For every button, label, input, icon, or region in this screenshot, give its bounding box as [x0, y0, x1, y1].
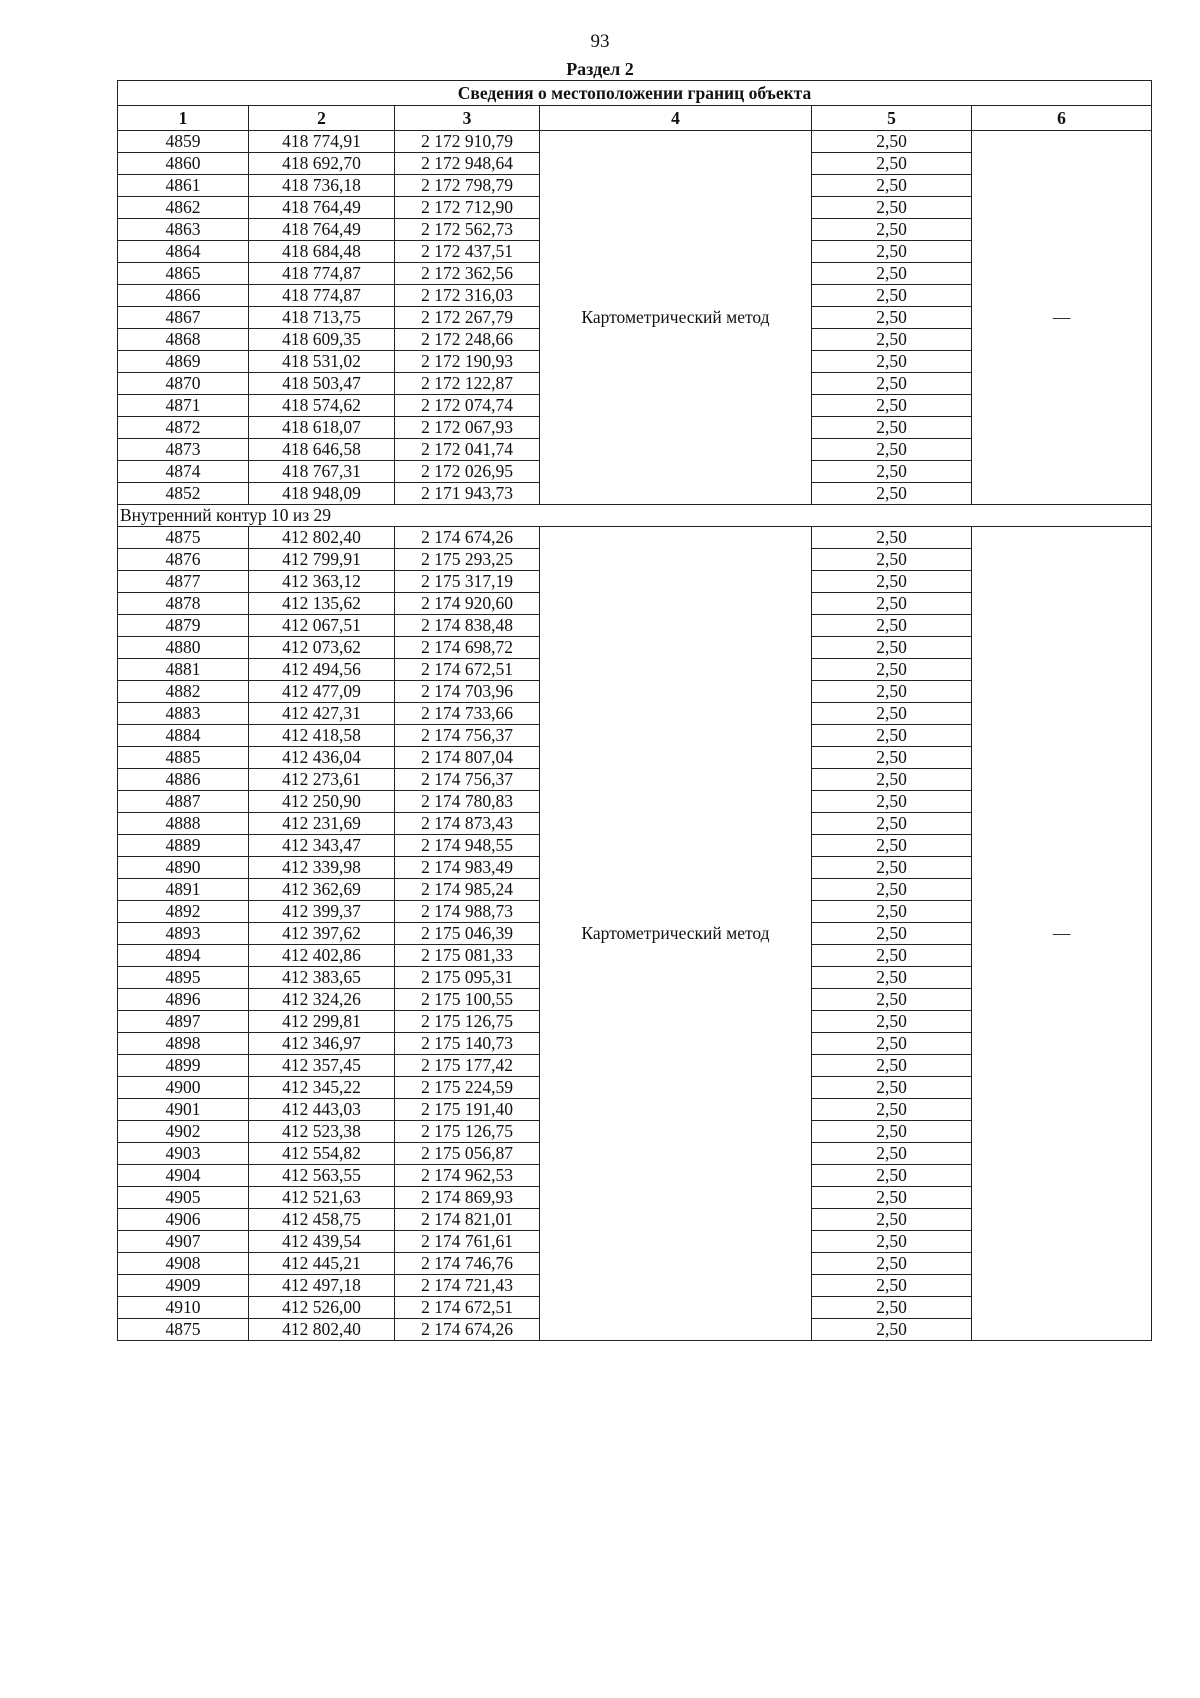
x-coordinate-cell: 412 418,58: [249, 725, 395, 747]
accuracy-cell: 2,50: [812, 1077, 972, 1099]
x-coordinate-cell: 412 397,62: [249, 923, 395, 945]
point-number-cell: 4906: [118, 1209, 249, 1231]
y-coordinate-cell: 2 175 126,75: [395, 1011, 540, 1033]
point-number-cell: 4861: [118, 175, 249, 197]
table-row: [118, 527, 1152, 549]
y-coordinate-cell: 2 174 780,83: [395, 791, 540, 813]
y-coordinate-cell: 2 174 985,24: [395, 879, 540, 901]
x-coordinate-cell: 412 073,62: [249, 637, 395, 659]
y-coordinate-cell: 2 172 437,51: [395, 241, 540, 263]
y-coordinate-cell: 2 175 293,25: [395, 549, 540, 571]
x-coordinate-cell: 412 135,62: [249, 593, 395, 615]
point-number-cell: 4878: [118, 593, 249, 615]
accuracy-cell: 2,50: [812, 1253, 972, 1275]
x-coordinate-cell: 418 503,47: [249, 373, 395, 395]
y-coordinate-cell: 2 172 190,93: [395, 351, 540, 373]
accuracy-cell: 2,50: [812, 835, 972, 857]
y-coordinate-cell: 2 174 703,96: [395, 681, 540, 703]
table-row: [118, 131, 1152, 153]
point-number-cell: 4881: [118, 659, 249, 681]
y-coordinate-cell: 2 172 362,56: [395, 263, 540, 285]
x-coordinate-cell: 412 521,63: [249, 1187, 395, 1209]
y-coordinate-cell: 2 174 869,93: [395, 1187, 540, 1209]
x-coordinate-cell: 412 445,21: [249, 1253, 395, 1275]
y-coordinate-cell: 2 174 988,73: [395, 901, 540, 923]
accuracy-cell: 2,50: [812, 263, 972, 285]
x-coordinate-cell: 412 343,47: [249, 835, 395, 857]
y-coordinate-cell: 2 174 674,26: [395, 1319, 540, 1341]
accuracy-cell: 2,50: [812, 373, 972, 395]
accuracy-cell: 2,50: [812, 417, 972, 439]
point-number-cell: 4866: [118, 285, 249, 307]
column-number: 2: [249, 106, 395, 131]
x-coordinate-cell: 412 402,86: [249, 945, 395, 967]
y-coordinate-cell: 2 174 698,72: [395, 637, 540, 659]
point-number-cell: 4894: [118, 945, 249, 967]
x-coordinate-cell: 412 526,00: [249, 1297, 395, 1319]
x-coordinate-cell: 412 231,69: [249, 813, 395, 835]
accuracy-cell: 2,50: [812, 923, 972, 945]
x-coordinate-cell: 412 345,22: [249, 1077, 395, 1099]
point-number-cell: 4869: [118, 351, 249, 373]
y-coordinate-cell: 2 174 756,37: [395, 725, 540, 747]
point-number-cell: 4870: [118, 373, 249, 395]
accuracy-cell: 2,50: [812, 857, 972, 879]
column6-cell: —: [972, 527, 1152, 1341]
column-number: 3: [395, 106, 540, 131]
point-number-cell: 4899: [118, 1055, 249, 1077]
x-coordinate-cell: 412 273,61: [249, 769, 395, 791]
x-coordinate-cell: 418 531,02: [249, 351, 395, 373]
method-cell: Картометрический метод: [540, 131, 812, 505]
point-number-cell: 4903: [118, 1143, 249, 1165]
y-coordinate-cell: 2 174 948,55: [395, 835, 540, 857]
accuracy-cell: 2,50: [812, 1011, 972, 1033]
point-number-cell: 4893: [118, 923, 249, 945]
accuracy-cell: 2,50: [812, 967, 972, 989]
accuracy-cell: 2,50: [812, 153, 972, 175]
accuracy-cell: 2,50: [812, 813, 972, 835]
point-number-cell: 4908: [118, 1253, 249, 1275]
accuracy-cell: 2,50: [812, 1187, 972, 1209]
x-coordinate-cell: 418 692,70: [249, 153, 395, 175]
accuracy-cell: 2,50: [812, 637, 972, 659]
x-coordinate-cell: 412 497,18: [249, 1275, 395, 1297]
x-coordinate-cell: 412 799,91: [249, 549, 395, 571]
x-coordinate-cell: 412 067,51: [249, 615, 395, 637]
y-coordinate-cell: 2 175 100,55: [395, 989, 540, 1011]
x-coordinate-cell: 412 436,04: [249, 747, 395, 769]
x-coordinate-cell: 412 494,56: [249, 659, 395, 681]
point-number-cell: 4874: [118, 461, 249, 483]
accuracy-cell: 2,50: [812, 615, 972, 637]
y-coordinate-cell: 2 172 067,93: [395, 417, 540, 439]
y-coordinate-cell: 2 175 046,39: [395, 923, 540, 945]
accuracy-cell: 2,50: [812, 1099, 972, 1121]
contour-row: [118, 505, 1152, 527]
accuracy-cell: 2,50: [812, 901, 972, 923]
point-number-cell: 4859: [118, 131, 249, 153]
boundary-coordinates-table: [117, 80, 1152, 1341]
x-coordinate-cell: 418 736,18: [249, 175, 395, 197]
table-caption: Сведения о местоположении границ объекта: [118, 81, 1152, 106]
x-coordinate-cell: 412 439,54: [249, 1231, 395, 1253]
table-caption-row: [118, 81, 1152, 106]
y-coordinate-cell: 2 172 948,64: [395, 153, 540, 175]
accuracy-cell: 2,50: [812, 241, 972, 263]
point-number-cell: 4871: [118, 395, 249, 417]
accuracy-cell: 2,50: [812, 483, 972, 505]
x-coordinate-cell: 418 609,35: [249, 329, 395, 351]
x-coordinate-cell: 418 646,58: [249, 439, 395, 461]
accuracy-cell: 2,50: [812, 175, 972, 197]
x-coordinate-cell: 418 774,91: [249, 131, 395, 153]
accuracy-cell: 2,50: [812, 351, 972, 373]
point-number-cell: 4896: [118, 989, 249, 1011]
accuracy-cell: 2,50: [812, 1055, 972, 1077]
accuracy-cell: 2,50: [812, 1143, 972, 1165]
x-coordinate-cell: 418 774,87: [249, 285, 395, 307]
x-coordinate-cell: 418 774,87: [249, 263, 395, 285]
point-number-cell: 4875: [118, 1319, 249, 1341]
x-coordinate-cell: 412 443,03: [249, 1099, 395, 1121]
accuracy-cell: 2,50: [812, 329, 972, 351]
y-coordinate-cell: 2 175 191,40: [395, 1099, 540, 1121]
accuracy-cell: 2,50: [812, 1033, 972, 1055]
point-number-cell: 4895: [118, 967, 249, 989]
x-coordinate-cell: 412 339,98: [249, 857, 395, 879]
point-number-cell: 4883: [118, 703, 249, 725]
x-coordinate-cell: 412 802,40: [249, 1319, 395, 1341]
accuracy-cell: 2,50: [812, 989, 972, 1011]
x-coordinate-cell: 412 324,26: [249, 989, 395, 1011]
point-number-cell: 4863: [118, 219, 249, 241]
y-coordinate-cell: 2 172 798,79: [395, 175, 540, 197]
y-coordinate-cell: 2 174 761,61: [395, 1231, 540, 1253]
x-coordinate-cell: 412 563,55: [249, 1165, 395, 1187]
accuracy-cell: 2,50: [812, 747, 972, 769]
accuracy-cell: 2,50: [812, 945, 972, 967]
point-number-cell: 4909: [118, 1275, 249, 1297]
point-number-cell: 4890: [118, 857, 249, 879]
x-coordinate-cell: 412 299,81: [249, 1011, 395, 1033]
method-cell: Картометрический метод: [540, 527, 812, 1341]
section-title: Раздел 2: [566, 59, 634, 79]
column-number: 6: [972, 106, 1152, 131]
y-coordinate-cell: 2 172 041,74: [395, 439, 540, 461]
accuracy-cell: 2,50: [812, 571, 972, 593]
point-number-cell: 4875: [118, 527, 249, 549]
point-number-cell: 4902: [118, 1121, 249, 1143]
y-coordinate-cell: 2 172 122,87: [395, 373, 540, 395]
point-number-cell: 4884: [118, 725, 249, 747]
x-coordinate-cell: 412 427,31: [249, 703, 395, 725]
x-coordinate-cell: 412 477,09: [249, 681, 395, 703]
point-number-cell: 4892: [118, 901, 249, 923]
y-coordinate-cell: 2 175 177,42: [395, 1055, 540, 1077]
x-coordinate-cell: 418 684,48: [249, 241, 395, 263]
point-number-cell: 4885: [118, 747, 249, 769]
point-number-cell: 4910: [118, 1297, 249, 1319]
point-number-cell: 4904: [118, 1165, 249, 1187]
x-coordinate-cell: 412 523,38: [249, 1121, 395, 1143]
accuracy-cell: 2,50: [812, 219, 972, 241]
accuracy-cell: 2,50: [812, 703, 972, 725]
accuracy-cell: 2,50: [812, 769, 972, 791]
column-number: 1: [118, 106, 249, 131]
x-coordinate-cell: 412 346,97: [249, 1033, 395, 1055]
accuracy-cell: 2,50: [812, 725, 972, 747]
y-coordinate-cell: 2 174 962,53: [395, 1165, 540, 1187]
accuracy-cell: 2,50: [812, 307, 972, 329]
x-coordinate-cell: 412 802,40: [249, 527, 395, 549]
x-coordinate-cell: 412 458,75: [249, 1209, 395, 1231]
page-number: 93: [590, 31, 610, 52]
y-coordinate-cell: 2 172 267,79: [395, 307, 540, 329]
y-coordinate-cell: 2 175 224,59: [395, 1077, 540, 1099]
y-coordinate-cell: 2 174 807,04: [395, 747, 540, 769]
y-coordinate-cell: 2 172 562,73: [395, 219, 540, 241]
x-coordinate-cell: 418 764,49: [249, 219, 395, 241]
y-coordinate-cell: 2 172 026,95: [395, 461, 540, 483]
y-coordinate-cell: 2 174 920,60: [395, 593, 540, 615]
point-number-cell: 4862: [118, 197, 249, 219]
point-number-cell: 4873: [118, 439, 249, 461]
y-coordinate-cell: 2 175 081,33: [395, 945, 540, 967]
accuracy-cell: 2,50: [812, 1297, 972, 1319]
point-number-cell: 4872: [118, 417, 249, 439]
y-coordinate-cell: 2 174 672,51: [395, 659, 540, 681]
x-coordinate-cell: 418 618,07: [249, 417, 395, 439]
y-coordinate-cell: 2 175 140,73: [395, 1033, 540, 1055]
point-number-cell: 4876: [118, 549, 249, 571]
x-coordinate-cell: 418 574,62: [249, 395, 395, 417]
point-number-cell: 4886: [118, 769, 249, 791]
point-number-cell: 4905: [118, 1187, 249, 1209]
x-coordinate-cell: 412 554,82: [249, 1143, 395, 1165]
point-number-cell: 4887: [118, 791, 249, 813]
point-number-cell: 4880: [118, 637, 249, 659]
y-coordinate-cell: 2 174 838,48: [395, 615, 540, 637]
x-coordinate-cell: 418 948,09: [249, 483, 395, 505]
y-coordinate-cell: 2 174 733,66: [395, 703, 540, 725]
y-coordinate-cell: 2 172 316,03: [395, 285, 540, 307]
point-number-cell: 4891: [118, 879, 249, 901]
accuracy-cell: 2,50: [812, 1121, 972, 1143]
y-coordinate-cell: 2 172 910,79: [395, 131, 540, 153]
y-coordinate-cell: 2 174 756,37: [395, 769, 540, 791]
accuracy-cell: 2,50: [812, 659, 972, 681]
x-coordinate-cell: 412 362,69: [249, 879, 395, 901]
x-coordinate-cell: 418 764,49: [249, 197, 395, 219]
y-coordinate-cell: 2 174 983,49: [395, 857, 540, 879]
accuracy-cell: 2,50: [812, 1231, 972, 1253]
y-coordinate-cell: 2 172 248,66: [395, 329, 540, 351]
accuracy-cell: 2,50: [812, 1165, 972, 1187]
y-coordinate-cell: 2 174 721,43: [395, 1275, 540, 1297]
x-coordinate-cell: 412 357,45: [249, 1055, 395, 1077]
x-coordinate-cell: 412 399,37: [249, 901, 395, 923]
point-number-cell: 4889: [118, 835, 249, 857]
point-number-cell: 4888: [118, 813, 249, 835]
y-coordinate-cell: 2 174 746,76: [395, 1253, 540, 1275]
accuracy-cell: 2,50: [812, 549, 972, 571]
accuracy-cell: 2,50: [812, 1209, 972, 1231]
y-coordinate-cell: 2 174 873,43: [395, 813, 540, 835]
column-number-row: [118, 106, 1152, 131]
accuracy-cell: 2,50: [812, 285, 972, 307]
y-coordinate-cell: 2 174 674,26: [395, 527, 540, 549]
point-number-cell: 4879: [118, 615, 249, 637]
accuracy-cell: 2,50: [812, 197, 972, 219]
point-number-cell: 4897: [118, 1011, 249, 1033]
y-coordinate-cell: 2 175 056,87: [395, 1143, 540, 1165]
point-number-cell: 4898: [118, 1033, 249, 1055]
contour-label: Внутренний контур 10 из 29: [118, 505, 1152, 527]
y-coordinate-cell: 2 174 821,01: [395, 1209, 540, 1231]
column-number: 5: [812, 106, 972, 131]
accuracy-cell: 2,50: [812, 879, 972, 901]
point-number-cell: 4868: [118, 329, 249, 351]
accuracy-cell: 2,50: [812, 1319, 972, 1341]
accuracy-cell: 2,50: [812, 395, 972, 417]
point-number-cell: 4877: [118, 571, 249, 593]
accuracy-cell: 2,50: [812, 593, 972, 615]
column-number: 4: [540, 106, 812, 131]
accuracy-cell: 2,50: [812, 131, 972, 153]
accuracy-cell: 2,50: [812, 1275, 972, 1297]
y-coordinate-cell: 2 172 074,74: [395, 395, 540, 417]
point-number-cell: 4882: [118, 681, 249, 703]
y-coordinate-cell: 2 174 672,51: [395, 1297, 540, 1319]
x-coordinate-cell: 412 383,65: [249, 967, 395, 989]
point-number-cell: 4864: [118, 241, 249, 263]
point-number-cell: 4867: [118, 307, 249, 329]
x-coordinate-cell: 412 363,12: [249, 571, 395, 593]
point-number-cell: 4860: [118, 153, 249, 175]
column6-cell: —: [972, 131, 1152, 505]
x-coordinate-cell: 418 767,31: [249, 461, 395, 483]
y-coordinate-cell: 2 172 712,90: [395, 197, 540, 219]
y-coordinate-cell: 2 175 126,75: [395, 1121, 540, 1143]
y-coordinate-cell: 2 171 943,73: [395, 483, 540, 505]
accuracy-cell: 2,50: [812, 527, 972, 549]
point-number-cell: 4900: [118, 1077, 249, 1099]
accuracy-cell: 2,50: [812, 791, 972, 813]
x-coordinate-cell: 418 713,75: [249, 307, 395, 329]
x-coordinate-cell: 412 250,90: [249, 791, 395, 813]
y-coordinate-cell: 2 175 095,31: [395, 967, 540, 989]
point-number-cell: 4901: [118, 1099, 249, 1121]
accuracy-cell: 2,50: [812, 461, 972, 483]
accuracy-cell: 2,50: [812, 681, 972, 703]
point-number-cell: 4865: [118, 263, 249, 285]
y-coordinate-cell: 2 175 317,19: [395, 571, 540, 593]
accuracy-cell: 2,50: [812, 439, 972, 461]
point-number-cell: 4907: [118, 1231, 249, 1253]
point-number-cell: 4852: [118, 483, 249, 505]
